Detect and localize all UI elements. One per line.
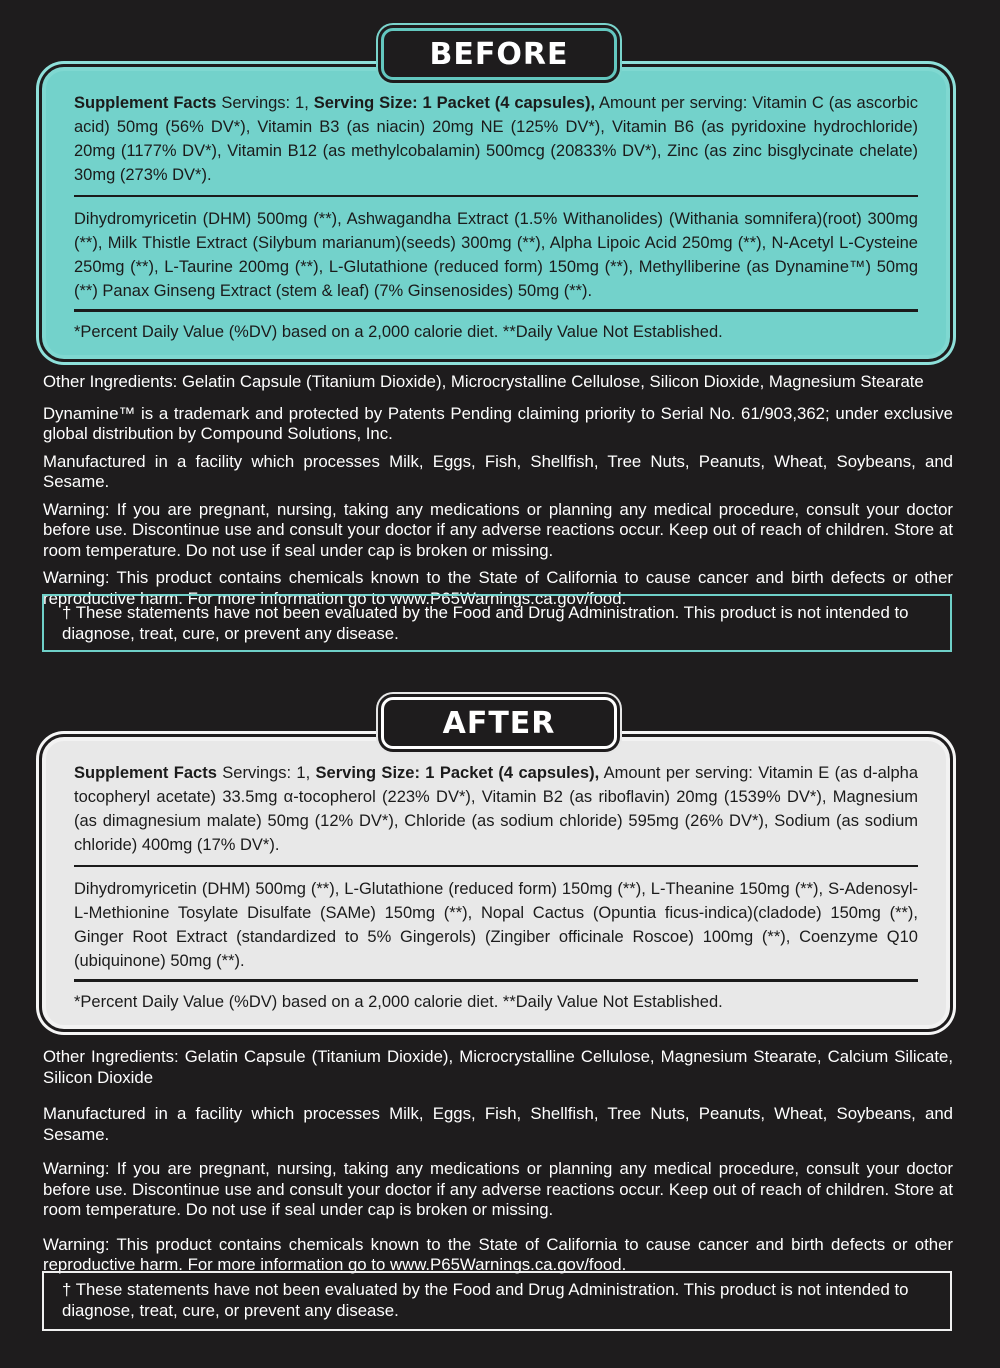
before-facts-header [74, 91, 918, 187]
after-divider [74, 865, 918, 867]
after-other-ingredients: Other Ingredients: Gelatin Capsule (Titanium Dioxide), Microcrystalline Cellulose, Magnesium Stearate, Calcium Silicate, Silicon Dioxide [43, 1047, 953, 1087]
before-divider-thick [74, 309, 918, 312]
after-warning-prop65: Warning: This product contains chemicals known to the State of California to cause cancer and birth defects or other reproductive harm. For more information go to www.P65Warnings.ca.gov/food. [43, 1234, 953, 1274]
before-supplement-facts-panel [42, 67, 950, 359]
before-vitamins: Amount per serving: Vitamin C (as ascorbic acid) 50mg (56% DV*), Vitamin B3 (as niacin) 20mg NE (125% DV*), Vitamin B6 (as pyridoxine hydrochloride) 20mg (1177% DV*), Vitamin B12 (as methylcobalamin) 500mcg (20833% DV*), Zinc (as zinc bisglycinate chelate) 30mg (273% DV*). [74, 94, 918, 184]
after-label-copy [43, 1047, 953, 1283]
before-warning-pregnancy: Warning: If you are pregnant, nursing, taking any medications or planning any medical procedure, consult your doctor before use. Discontinue use and consult your doctor if any adverse reactions occur. Keep out of reach of children. Store at room temperature. Do not use if seal under cap is broken or missing. [43, 499, 953, 560]
after-facts-content [74, 761, 918, 1014]
before-label: BEFORE [381, 28, 617, 80]
after-servings: Servings: 1, [216, 764, 316, 782]
after-facts-title: Supplement Facts [74, 764, 217, 782]
after-warning-pregnancy: Warning: If you are pregnant, nursing, taking any medications or planning any medical procedure, consult your doctor before use. Discontinue use and consult your doctor if any adverse reactions occur. Keep out of reach of children. Store at room temperature. Do not use if seal under cap is broken or missing. [43, 1159, 953, 1219]
after-ingredients: Dihydromyricetin (DHM) 500mg (**), L-Glutathione (reduced form) 150mg (**), L-Theanine 150mg (**), S-Adenosyl-L-Methionine Tosylate Disulfate (SAMe) 150mg (**), Nopal Cactus (Opuntia ficus-indica)(cladode) 150mg (**), Ginger Root Extract (standardized to 5% Gingerols) (Zingiber officinale Roscoe) 100mg (**), Coenzyme Q10 (ubiquinone) 50mg (**). [74, 880, 918, 970]
before-servings: Servings: 1, [216, 94, 314, 112]
after-allergens: Manufactured in a facility which processes Milk, Eggs, Fish, Shellfish, Tree Nuts, Peanuts, Wheat, Soybeans, and Sesame. [43, 1104, 953, 1144]
after-label: AFTER [381, 697, 617, 749]
before-allergens: Manufactured in a facility which processes Milk, Eggs, Fish, Shellfish, Tree Nuts, Peanuts, Wheat, Soybeans, and Sesame. [43, 451, 953, 491]
after-supplement-facts-panel [42, 737, 950, 1029]
before-label-copy [43, 372, 953, 616]
after-divider-thick [74, 979, 918, 982]
before-divider [74, 195, 918, 197]
before-other-ingredients: Other Ingredients: Gelatin Capsule (Titanium Dioxide), Microcrystalline Cellulose, Silicon Dioxide, Magnesium Stearate [43, 372, 924, 391]
after-fda-disclaimer: † These statements have not been evaluated by the Food and Drug Administration. This product is not intended to diagnose, treat, cure, or prevent any disease. [42, 1271, 952, 1331]
before-serving-size: Serving Size: 1 Packet (4 capsules), [313, 94, 596, 112]
before-fda-disclaimer: † These statements have not been evaluated by the Food and Drug Administration. This product is not intended to diagnose, treat, cure, or prevent any disease. [42, 594, 952, 652]
before-footnote: *Percent Daily Value (%DV) based on a 2,000 calorie diet. **Daily Value Not Established. [74, 323, 723, 341]
before-trademark: Dynamine™ is a trademark and protected by Patents Pending claiming priority to Serial No. 61/903,362; under exclusive global distribution by Compound Solutions, Inc. [43, 403, 953, 443]
after-facts-header [74, 761, 918, 857]
after-vitamins: Amount per serving: Vitamin E (as d-alpha tocopheryl acetate) 33.5mg α-tocopherol (223% DV*), Vitamin B2 (as riboflavin) 20mg (1539% DV*), Magnesium (as dimagnesium malate) 50mg (12% DV*), Chloride (as sodium chloride) 595mg (26% DV*), Sodium (as sodium chloride) 400mg (17% DV*). [74, 764, 918, 854]
before-warning-prop65: Warning: This product contains chemicals known to the State of California to cause cancer and birth defects or other reproductive harm. For more information go to www.P65Warnings.ca.gov/food. [43, 568, 953, 608]
after-serving-size: Serving Size: 1 Packet (4 capsules), [315, 764, 600, 782]
before-facts-content [74, 91, 918, 344]
after-footnote: *Percent Daily Value (%DV) based on a 2,000 calorie diet. **Daily Value Not Established. [74, 993, 723, 1011]
before-ingredients: Dihydromyricetin (DHM) 500mg (**), Ashwagandha Extract (1.5% Withanolides) (Withania somnifera)(root) 300mg (**), Milk Thistle Extract (Silybum marianum)(seeds) 300mg (**), Alpha Lipoic Acid 250mg (**), N-Acetyl L-Cysteine 250mg (**), L-Taurine 200mg (**), L-Glutathione (reduced form) 150mg (**), Methylliberine (as Dynamine™) 50mg (**) Panax Ginseng Extract (stem & leaf) (7% Ginsenosides) 50mg (**). [74, 210, 918, 300]
before-facts-title: Supplement Facts [74, 94, 217, 112]
